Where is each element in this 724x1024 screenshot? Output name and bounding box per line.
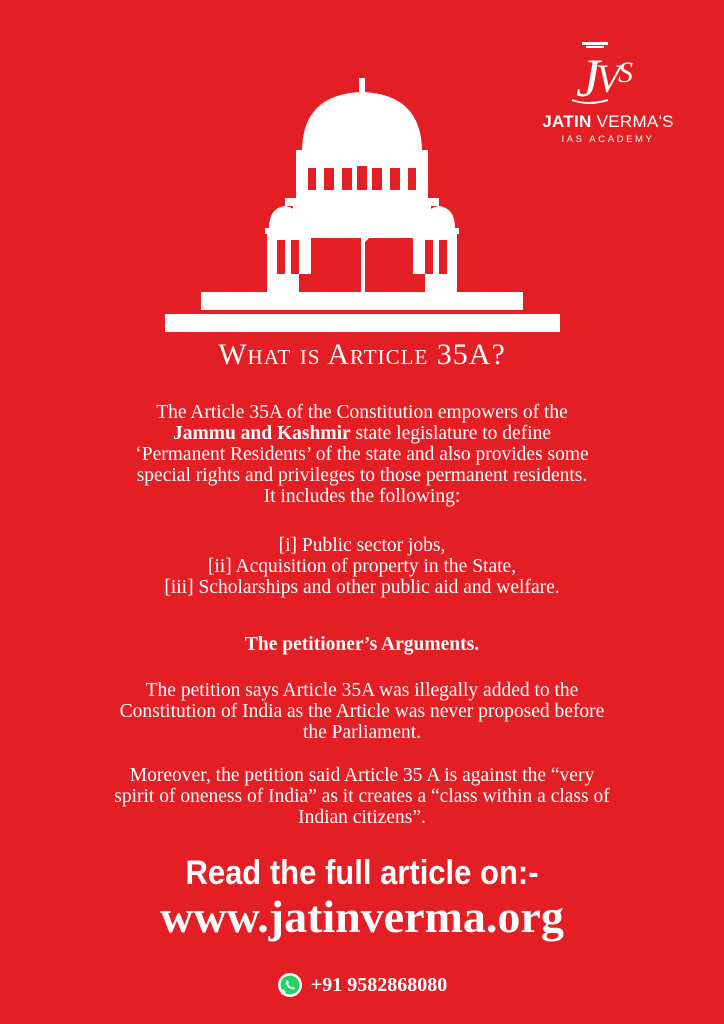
- arguments-heading: The petitioner’s Arguments.: [244, 634, 480, 655]
- intro-bold: Jammu and Kashmir: [172, 423, 351, 444]
- rights-list: [40, 535, 684, 598]
- svg-text:J: J: [576, 48, 600, 108]
- intro-line: special rights and privileges to those permanent residents.: [136, 465, 588, 486]
- paragraph-line: spirit of oneness of India” as it creates a “class within a class of: [114, 786, 610, 807]
- list-item: [i] Public sector jobs,: [278, 535, 446, 556]
- website-link[interactable]: www.jatinverma.org: [160, 891, 564, 942]
- paragraph-line: The petition says Article 35A was illegally added to the: [145, 680, 579, 701]
- page-title: What is Article 35A?: [218, 338, 506, 371]
- jvs-logo-mark: [568, 40, 648, 108]
- arguments-paragraph-1: [40, 680, 684, 743]
- cta-text: Read the full article on:-: [185, 852, 539, 893]
- supreme-court-building-icon: [165, 78, 560, 333]
- logo-subtitle: IAS ACADEMY: [561, 134, 655, 145]
- list-item: [iii] Scholarships and other public aid and welfare.: [164, 577, 560, 598]
- intro-paragraph: [40, 402, 684, 507]
- svg-text:V: V: [596, 56, 621, 101]
- svg-text:S: S: [618, 56, 633, 89]
- contact-phone[interactable]: [0, 972, 724, 998]
- paragraph-line: Indian citizens”.: [298, 807, 426, 828]
- arguments-paragraph-2: [40, 765, 684, 828]
- list-item: [ii] Acquisition of property in the State,: [207, 556, 517, 577]
- intro-line: It includes the following:: [263, 486, 461, 507]
- paragraph-line: Constitution of India as the Article was never proposed before: [119, 701, 605, 722]
- whatsapp-icon: [277, 972, 303, 998]
- intro-line: Jammu and Kashmir state legislature to define: [172, 423, 552, 444]
- intro-line: ‘Permanent Residents’ of the state and also provides some: [135, 444, 589, 465]
- paragraph-line: Moreover, the petition said Article 35 A is against the “very: [129, 765, 595, 786]
- logo-name: JATIN VERMA'S: [542, 112, 674, 131]
- intro-line: The Article 35A of the Constitution empowers of the: [156, 402, 568, 423]
- paragraph-line: the Parliament.: [302, 722, 422, 743]
- phone-number: +91 9582868080: [310, 973, 448, 996]
